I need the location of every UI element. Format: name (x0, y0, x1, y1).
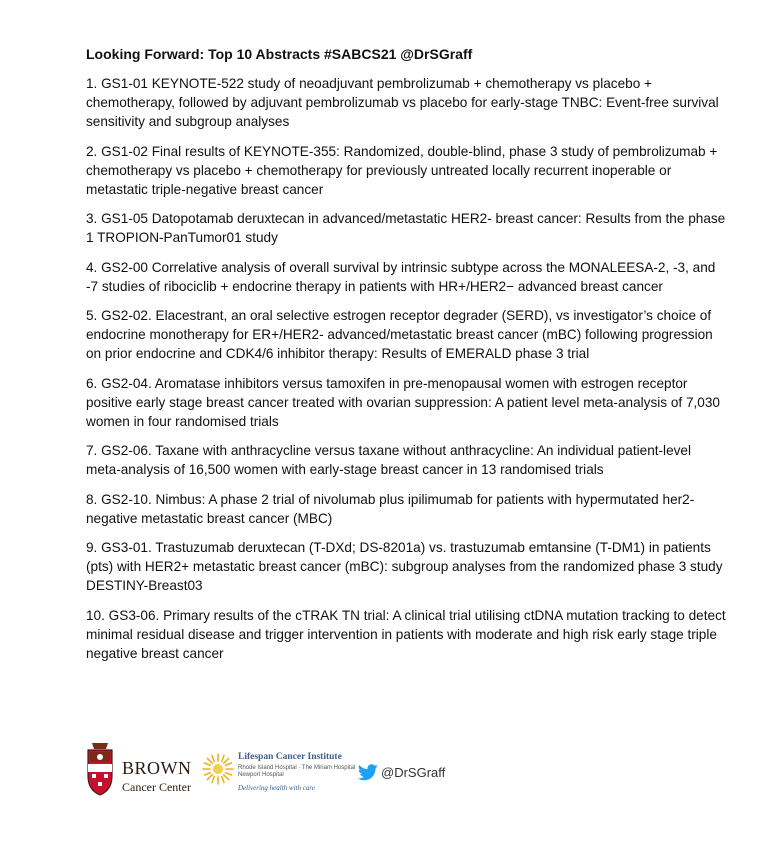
page-title: Looking Forward: Top 10 Abstracts #SABCS21 @DrSGraff (86, 46, 473, 62)
list-item: 4. GS2-00 Correlative analysis of overall survival by intrinsic subtype across the MONALEESA-2, -3, and -7 studies of ribociclib + endocrine therapy in patients with HR+/HER2− advanced breast cancer (86, 259, 716, 294)
footer-logos (86, 742, 486, 802)
lifespan-logo-title: Lifespan Cancer Institute (238, 752, 342, 762)
list-item: 10. GS3-06. Primary results of the cTRAK TN trial: A clinical trial utilising ctDNA mutation tracking to detect minimal residual disease and trigger intervention in patients with moderate and high risk early stage triple negative breast cancer (86, 607, 726, 662)
list-item: 5. GS2-02. Elacestrant, an oral selective estrogen receptor degrader (SERD), vs investigator’s choice of endocrine monotherapy for ER+/HER2- advanced/metastatic breast cancer (mBC) following progression on prior endocrine and CDK4/6 inhibitor therapy: Results of EMERALD phase 3 trial (86, 308, 713, 362)
list-item: 9. GS3-01. Trastuzumab deruxtecan (T-DXd; DS-8201a) vs. trastuzumab emtansine (T-DM1) in patients (pts) with HER2+ metastatic breast cancer (mBC): subgroup analyses from the randomized phase 3 study DESTINY-Breast03 (86, 540, 723, 594)
list-item: 3. GS1-05 Datopotamab deruxtecan in advanced/metastatic HER2- breast cancer: Results from the phase 1 TROPION-PanTumor01 study (86, 211, 726, 246)
list-item: 7. GS2-06. Taxane with anthracycline versus taxane without anthracycline: An individual patient-level meta-analysis of 16,500 women with early-stage breast cancer in 13 randomised trials (86, 443, 692, 478)
brown-logo-subtitle: Cancer Center (122, 780, 191, 794)
brown-logo-name: BROWN (122, 758, 192, 778)
lifespan-hospitals-line-2: Newport Hospital (238, 772, 284, 778)
lifespan-tagline: Delivering health with care (238, 784, 315, 792)
lifespan-hospitals-line-1: Rhode Island Hospital · The Miriam Hospital (238, 765, 356, 771)
list-item: 6. GS2-04. Aromatase inhibitors versus tamoxifen in pre-menopausal women with estrogen receptor positive early stage breast cancer treated with ovarian suppression: A patient level meta-analysis of 7,030 women in four randomised trials (86, 375, 720, 430)
brown-shield-icon (86, 742, 114, 796)
list-item: 1. GS1-01 KEYNOTE-522 study of neoadjuvant pembrolizumab + chemotherapy vs placebo + chemotherapy, followed by adjuvant pembrolizumab vs placebo for early-stage TNBC: Event-free survival sensitivity and subgroup analyses (86, 76, 719, 130)
list-item: 2. GS1-02 Final results of KEYNOTE-355: Randomized, double-blind, phase 3 study of pembrolizumab + chemotherapy vs placebo + chemotherapy for previously untreated locally recurrent inoperable or metastatic triple-negative breast cancer (86, 143, 718, 198)
abstract-list (86, 74, 726, 673)
lifespan-sun-icon (201, 752, 235, 786)
twitter-bird-icon (358, 764, 378, 781)
twitter-handle[interactable]: @DrSGraff (381, 765, 446, 780)
list-item: 8. GS2-10. Nimbus: A phase 2 trial of nivolumab plus ipilimumab for patients with hypermutated her2-negative metastatic breast cancer (MBC) (86, 491, 695, 526)
